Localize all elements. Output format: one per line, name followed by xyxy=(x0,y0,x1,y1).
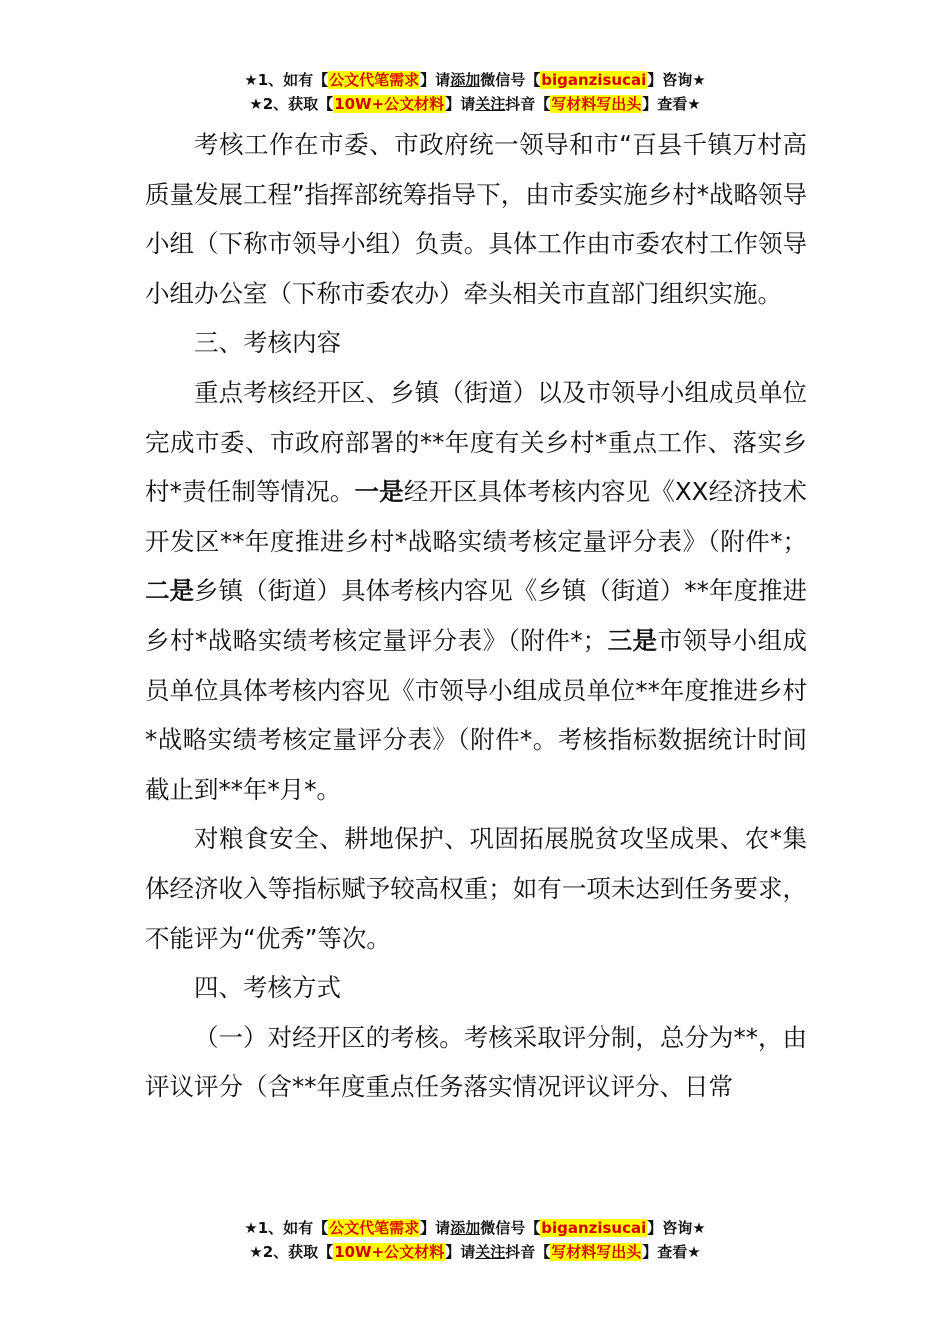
banner-text: 】查看★ xyxy=(642,95,701,113)
header-banner xyxy=(0,68,950,116)
banner-line-1 xyxy=(0,1216,950,1240)
text-run: 市领导小组成员单位具体考核内容见《市领导小组成员单位**年度推进乡村*战略实绩考核定量评分表》（附件*。考核指标数据统计时间截止到**年*月*。 xyxy=(145,625,808,804)
text-run: 经开区具体考核内容见《XX经济技术开发区**年度推进乡村*战略实绩考核定量评分表》（附件*； xyxy=(145,477,808,556)
banner-underline: 添加 xyxy=(450,1219,481,1237)
bold-label: 二是 xyxy=(145,576,195,606)
document-body xyxy=(145,120,807,1112)
banner-text: 】请 xyxy=(445,1243,476,1261)
section-heading-4: 四、考核方式 xyxy=(194,973,341,1003)
banner-text: 】查看★ xyxy=(642,1243,701,1261)
banner-line-2 xyxy=(0,1240,950,1264)
paragraph-weights: 对粮食安全、耕地保护、巩固拓展脱贫攻坚成果、农*集体经济收入等指标赋予较高权重；如有一项未达到任务要求，不能评为“优秀”等次。 xyxy=(145,824,807,953)
banner-text: 】咨询★ xyxy=(647,1219,706,1237)
banner-text: ★2、获取【 xyxy=(249,95,334,113)
banner-underline: 关注 xyxy=(475,95,506,113)
banner-text: 】请 xyxy=(445,95,476,113)
text-run: 重点考核经开区、乡镇（街道）以及市领导小组成员单位完成市委、市政府部署的**年度有关乡村*重点工作、落实乡村*责任制等情况。 xyxy=(145,377,807,507)
paragraph-content xyxy=(145,368,807,814)
section-heading-3: 三、考核内容 xyxy=(194,328,341,358)
banner-text: 微信号【 xyxy=(480,1219,541,1237)
banner-text: 抖音【 xyxy=(505,1243,551,1261)
banner-highlight: 写材料写出头 xyxy=(551,95,642,113)
bold-label: 一是 xyxy=(354,477,404,507)
banner-line-2 xyxy=(0,92,950,116)
banner-text: ★1、如有【 xyxy=(244,1219,329,1237)
banner-highlight: biganzisucai xyxy=(541,1219,647,1237)
banner-text: 微信号【 xyxy=(480,71,541,89)
banner-text: 】请 xyxy=(420,71,451,89)
banner-highlight: 10W+公文材料 xyxy=(334,1243,445,1261)
bold-label: 三是 xyxy=(607,625,658,655)
banner-text: ★2、获取【 xyxy=(249,1243,334,1261)
banner-underline: 添加 xyxy=(450,71,481,89)
banner-underline: 关注 xyxy=(475,1243,506,1261)
banner-highlight: biganzisucai xyxy=(541,71,647,89)
banner-text: 抖音【 xyxy=(505,95,551,113)
banner-highlight: 写材料写出头 xyxy=(551,1243,642,1261)
banner-highlight: 公文代笔需求 xyxy=(329,71,420,89)
banner-text: ★1、如有【 xyxy=(244,71,329,89)
banner-text: 】咨询★ xyxy=(647,71,706,89)
banner-highlight: 10W+公文材料 xyxy=(334,95,445,113)
paragraph-method: （一）对经开区的考核。考核采取评分制，总分为**，由评议评分（含**年度重点任务落实情况评议评分、日常 xyxy=(145,1022,807,1102)
banner-line-1 xyxy=(0,68,950,92)
paragraph-organization: 考核工作在市委、市政府统一领导和市“百县千镇万村高质量发展工程”指挥部统筹指导下，由市委实施乡村*战略领导小组（下称市领导小组）负责。具体工作由市委农村工作领导小组办公室（下称市委农办）牵头相关市直部门组织实施。 xyxy=(145,130,807,308)
banner-highlight: 公文代笔需求 xyxy=(329,1219,420,1237)
text-run: 乡镇（街道）具体考核内容见《乡镇（街道）**年度推进乡村*战略实绩考核定量评分表》（附件*； xyxy=(145,576,808,655)
footer-banner xyxy=(0,1216,950,1264)
banner-text: 】请 xyxy=(420,1219,451,1237)
